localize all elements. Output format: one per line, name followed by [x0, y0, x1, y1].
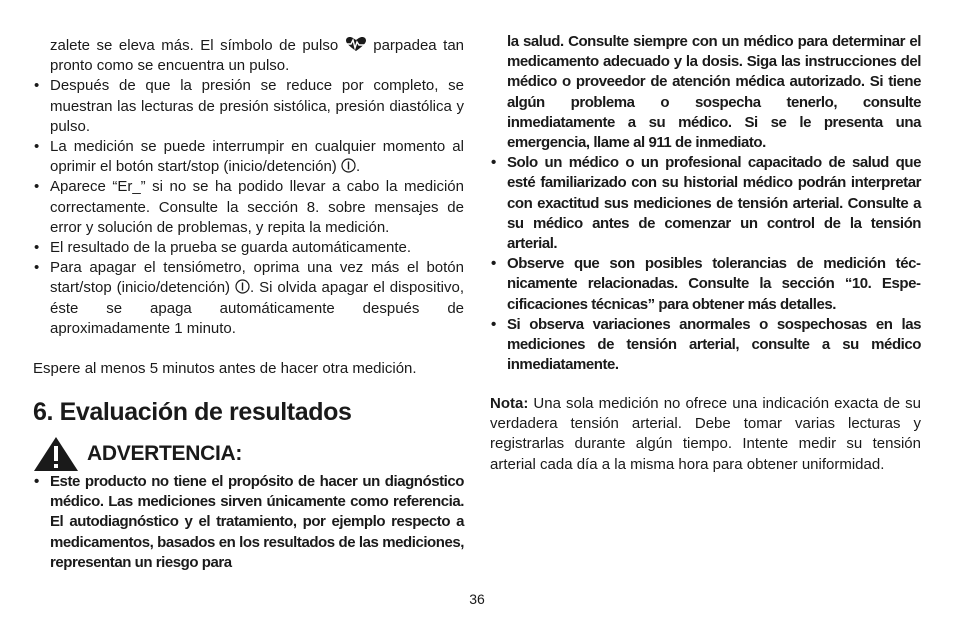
list-item: • Este producto no tiene el propósito de hacer un diagnóstico médico. Las mediciones sirven únicamente como referencia. El autodiagnóstico y el tratamiento, por ejemplo respecto a medicamentos, basados en los resultados de las mediciones, representan un riesgo para — [33, 472, 464, 573]
list-item: • El resultado de la prueba se guarda automáticamente. — [33, 238, 464, 258]
list-item: • Si observa variaciones anormales o sospechosas en las mediciones de tensión arterial, consulte a su médico inmediatamente. — [490, 315, 921, 376]
warning-body — [33, 472, 464, 573]
warning-header — [33, 436, 242, 472]
pulse-text-1: zalete se eleva más. El símbolo de pulso — [50, 37, 339, 54]
note-label: Nota: — [490, 395, 529, 412]
list-item — [33, 258, 464, 339]
wait-text: Espere al menos 5 minutos antes de hacer otra medición. — [33, 360, 417, 378]
bullet-suffix: . — [355, 158, 361, 176]
bullet-text: Para apagar el tensiómetro, oprima una vez más el botón start/stop (inicio/detención) — [50, 259, 464, 297]
page-number: 36 — [469, 591, 485, 607]
list-item — [33, 137, 464, 177]
warning-title: ADVERTENCIA: — [87, 442, 243, 465]
right-bullet-list — [490, 153, 921, 375]
bullet-text: La medición se puede interrumpir en cualquier momento al oprimir el botón start/stop (inicio/detención) — [50, 138, 464, 176]
warning-bullet-list — [33, 472, 464, 573]
list-item: • Aparece “Er_” si no se ha podido llevar a cabo la medición correctamente. Consulte la sección 8. sobre mensajes de error y solución de problemas, y repita la medición. — [33, 177, 464, 238]
power-button-icon — [341, 158, 356, 173]
bullet-text: . Si olvida apagar el dispositivo, éste se apaga automáticamente después de aproximadamente 1 minuto. — [50, 279, 464, 337]
pulse-paragraph — [33, 36, 464, 76]
pulse-text-2: parpadea tan pronto como se encuentra un pulso. — [50, 37, 465, 75]
note-text: Una sola medición no ofrece una indicación exacta de su verdadera tensión arterial. Debe tomar varias lecturas y registrarlas durante algún tiempo. Intente medir su tensión arterial cada día a la misma hora para obtener uniformidad. — [490, 395, 921, 473]
heart-pulse-icon — [345, 36, 367, 52]
note-paragraph — [490, 394, 921, 475]
section-title: 6. Evaluación de resultados — [33, 398, 352, 426]
list-item: • Solo un médico o un profesional capacitado de salud que esté familiarizado con su historial médico podrán interpretar con exactitud sus mediciones de tensión arterial. Consulte a su médico antes de comenzar un control de la tensión arterial. — [490, 153, 921, 254]
left-bullet-list — [33, 76, 464, 339]
list-item: • Observe que son posibles tolerancias de medición técnicamente relacionadas. Consulte la sección “10. Especificaciones técnicas” para obtener más detalles. — [490, 254, 921, 315]
power-button-icon — [235, 279, 250, 294]
warning-triangle-icon — [33, 436, 79, 472]
health-warning-continuation: la salud. Consulte siempre con un médico para determinar el medicamento adecuado y la dosis. Siga las instrucciones del médico o proveedor de atención médica autorizado. Si tiene algún problema o sospecha tenerlo, consulte inmediatamente a su médico. Si se le presenta una emergencia, llame al 911 de inmediato. — [507, 33, 921, 152]
list-item: • Después de que la presión se reduce por completo, se muestran las lecturas de presión sistólica, presión diastólica y pulso. — [33, 76, 464, 137]
